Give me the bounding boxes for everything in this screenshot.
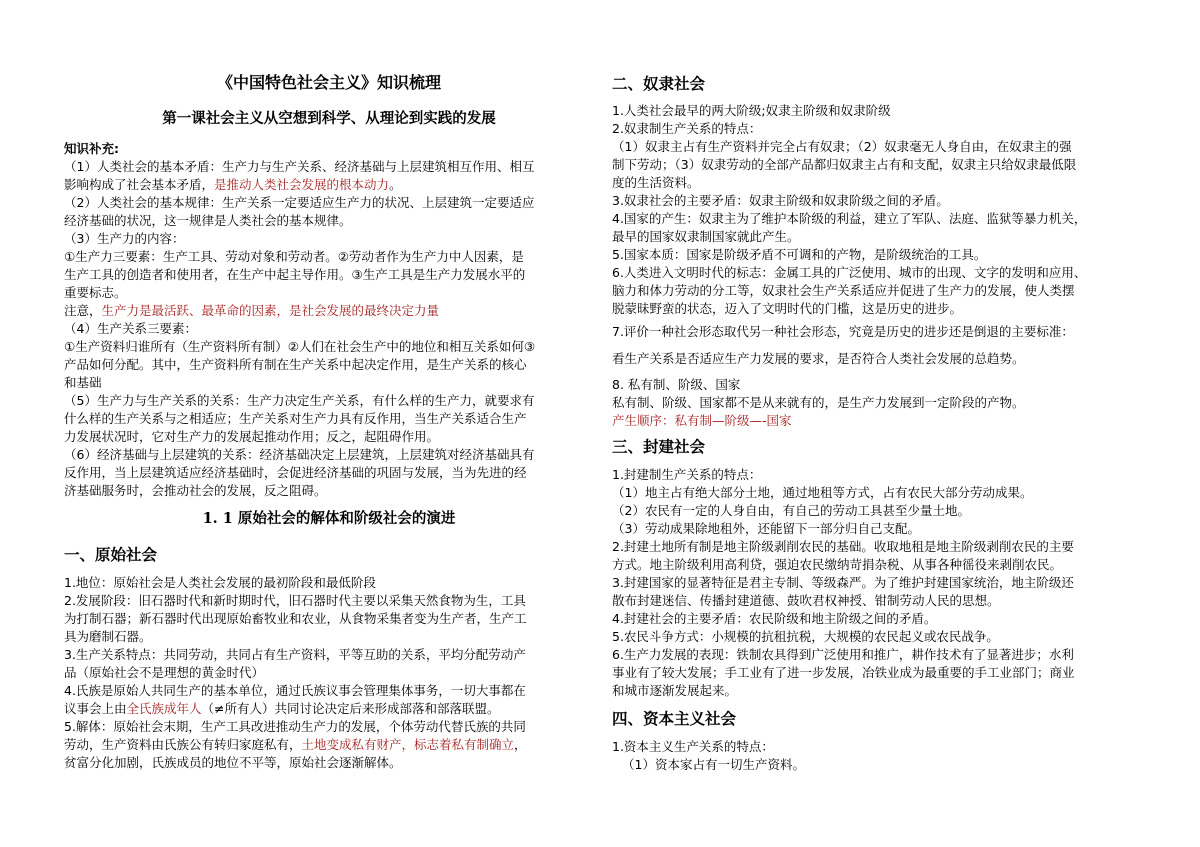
text-line: ①生产力三要素：生产工具、劳动对象和劳动者。②劳动者作为生产力中人因素，是	[64, 249, 524, 264]
text-line: 6.人类进入文明时代的标志：金属工具的广泛使用、城市的出现、文字的发明和应用、	[612, 265, 1087, 280]
production-order-line: 产生顺序：私有制—阶级—-国家	[612, 413, 792, 428]
section-heading-slave: 二、奴隶社会	[612, 75, 706, 93]
text-line: 经济基础的状况，这一规律是人类社会的基本规律。	[64, 213, 352, 228]
text-line: 影响构成了社会基本矛盾，是推动人类社会发展的根本动力。	[64, 177, 402, 192]
text-line: 2.奴隶制生产关系的特点：	[612, 121, 762, 136]
text-line: 看生产关系是否适应生产力发展的要求，是否符合人类社会发展的总趋势。	[612, 351, 1025, 366]
text-line: 2.封建土地所有制是地主阶级剥削农民的基础。收取地租是地主阶级剥削农民的主要	[612, 539, 1074, 554]
text-line: （1）人类社会的基本矛盾：生产力与生产关系、经济基础与上层建筑相互作用、相互	[64, 159, 535, 174]
lesson-title: 第一课社会主义从空想到科学、从理论到实践的发展	[162, 110, 496, 127]
text-line: 脱蒙昧野蛮的状态，迈入了文明时代的门槛，这是历史的进步。	[612, 301, 963, 316]
text-line: 重要标志。	[64, 285, 127, 300]
text-line: 7.评价一种社会形态取代另一种社会形态，究竟是历史的进步还是倒退的主要标准：	[612, 324, 1074, 339]
highlight-text: 生产力是最活跃、最革命的因素，是社会发展的最终决定力量	[101, 303, 440, 318]
text-line: 4.封建社会的主要矛盾：农民阶级和地主阶级之间的矛盾。	[612, 611, 937, 626]
text-line: 3.封建国家的显著特征是君主专制、等级森严。为了维护封建国家统治，地主阶级还	[612, 575, 1074, 590]
text-line: 最早的国家奴隶制国家就此产生。	[612, 229, 800, 244]
text-line: 事业有了较大发展；手工业有了进一步发展，冶铁业成为最重要的手工业部门；商业	[612, 665, 1075, 680]
text-line: 议事会上由全氏族成年人（≠所有人）共同讨论决定后来形成部落和部落联盟。	[64, 701, 500, 716]
text-line: 什么样的生产关系与之相适应；生产关系对生产力具有反作用，当生产关系适合生产	[64, 411, 527, 426]
text-line: 为打制石器；新石器时代出现原始畜牧业和农业，从食物采集者变为生产者，生产工	[64, 611, 527, 626]
text-line: ①生产资料归谁所有（生产资料所有制）②人们在社会生产中的地位和相互关系如何③	[64, 339, 536, 354]
supplement-label: 知识补充:	[64, 141, 119, 156]
text-line: 具为磨制石器。	[64, 629, 152, 644]
text-line: （3）生产力的内容：	[64, 231, 185, 246]
text-line: 2.发展阶段：旧石器时代和新时期时代，旧石器时代主要以采集天然食物为生，工具	[64, 593, 526, 608]
text-line: 6.生产力发展的表现：铁制农具得到广泛使用和推广，耕作技术有了显著进步；水利	[612, 647, 1074, 662]
text-line: 劳动，生产资料由氏族公有转归家庭私有，土地变成私有财产，标志着私有制确立，	[64, 737, 527, 752]
text-line: 1.地位：原始社会是人类社会发展的最初阶段和最低阶段	[64, 575, 376, 590]
text-line: 力发展状况时，它对生产力的发展起推动作用；反之，起阻碍作用。	[64, 429, 440, 444]
text-line: 5.国家本质：国家是阶级矛盾不可调和的产物，是阶级统治的工具。	[612, 247, 987, 262]
text-line: 5.解体：原始社会末期，生产工具改进推动生产力的发展，个体劳动代替氏族的共同	[64, 719, 526, 734]
text-line: 度的生活资料。	[612, 175, 700, 190]
text-line: 产品如何分配。其中，生产资料所有制在生产关系中起决定作用，是生产关系的核心	[64, 357, 527, 372]
text-line: 3.生产关系特点：共同劳动，共同占有生产资料，平等互助的关系，平均分配劳动产	[64, 647, 526, 662]
text-line: 散布封建迷信、传播封建道德、鼓吹君权神授、钳制劳动人民的思想。	[612, 593, 1000, 608]
text-line: 济基础服务时，会推动社会的发展，反之阻碍。	[64, 483, 327, 498]
text-line: （3）劳动成果除地租外，还能留下一部分归自己支配。	[612, 521, 920, 536]
text-line: 注意，生产力是最活跃、最革命的因素，是社会发展的最终决定力量	[64, 303, 440, 318]
text-line: 1.人类社会最早的两大阶级;奴隶主阶级和奴隶阶级	[612, 103, 891, 118]
text-line: 生产工具的创造者和使用者，在生产中起主导作用。③生产工具是生产力发展水平的	[64, 267, 526, 282]
section-heading-feudal: 三、封建社会	[612, 438, 706, 456]
text-line: 脑力和体力劳动的分工等，奴隶社会生产关系适应并促进了生产力的发展，使人类摆	[612, 283, 1075, 298]
text-line: 5.农民斗争方式：小规模的抗租抗税，大规模的农民起义或农民战争。	[612, 629, 999, 644]
text-line: 和基础	[64, 375, 102, 390]
text-line: 私有制、阶级、国家都不是从来就有的，是生产力发展到一定阶段的产物。	[612, 395, 1025, 410]
section-heading-primitive: 一、原始社会	[64, 546, 158, 564]
text-line: 1.资本主义生产关系的特点：	[612, 739, 774, 754]
text-line: 贫富分化加剧，氏族成员的地位不平等，原始社会逐渐解体。	[64, 755, 402, 770]
text-line: （1）奴隶主占有生产资料并完全占有奴隶；（2）奴隶毫无人身自由，在奴隶主的强	[612, 139, 1072, 154]
text-line: （2）人类社会的基本规律：生产关系一定要适应生产力的状况、上层建筑一定要适应	[64, 195, 535, 210]
text-line: 4.氏族是原始人共同生产的基本单位，通过氏族议事会管理集体事务，一切大事都在	[64, 683, 526, 698]
text-line: 反作用，当上层建筑适应经济基础时，会促进经济基础的巩固与发展，当为先进的经	[64, 465, 527, 480]
text-line: （6）经济基础与上层建筑的关系：经济基础决定上层建筑，上层建筑对经济基础具有	[64, 447, 535, 462]
highlight-text: 土地变成私有财产，标志着私有制确立	[301, 737, 515, 752]
text-line: （1）资本家占有一切生产资料。	[622, 757, 805, 772]
document-title: 《中国特色社会主义》知识梳理	[216, 73, 441, 92]
text-line: 制下劳动；（3）奴隶劳动的全部产品都归奴隶主占有和支配，奴隶主只给奴隶最低限	[612, 157, 1077, 172]
text-line: 4.国家的产生：奴隶主为了维护本阶级的利益，建立了军队、法庭、监狱等暴力机关，	[612, 211, 1087, 226]
text-line: （4）生产关系三要素：	[64, 321, 197, 336]
subsection-title: 1. 1 原始社会的解体和阶级社会的演进	[202, 510, 456, 527]
text-line: 品（原始社会不是理想的黄金时代）	[64, 665, 265, 680]
text-line: 和城市逐渐发展起来。	[612, 683, 738, 698]
text-line: 8. 私有制、阶级、国家	[612, 377, 741, 392]
section-heading-capitalist: 四、资本主义社会	[612, 710, 737, 728]
highlight-text: 是推动人类社会发展的根本动力	[214, 177, 390, 192]
text-line: 1.封建制生产关系的特点：	[612, 467, 762, 482]
text-line: （5）生产力与生产关系的关系：生产力决定生产关系，有什么样的生产力，就要求有	[64, 393, 535, 408]
highlight-text: 全氏族成年人	[126, 701, 202, 716]
text-line: 方式。地主阶级利用高利贷，强迫农民缴纳苛捐杂税、从事各种徭役来剥削农民。	[612, 557, 1063, 572]
text-line: （2）农民有一定的人身自由，有自己的劳动工具甚至少量土地。	[612, 503, 970, 518]
text-line: （1）地主占有绝大部分土地，通过地租等方式，占有农民大部分劳动成果。	[612, 485, 1033, 500]
text-line: 3.奴隶社会的主要矛盾：奴隶主阶级和奴隶阶级之间的矛盾。	[612, 193, 949, 208]
